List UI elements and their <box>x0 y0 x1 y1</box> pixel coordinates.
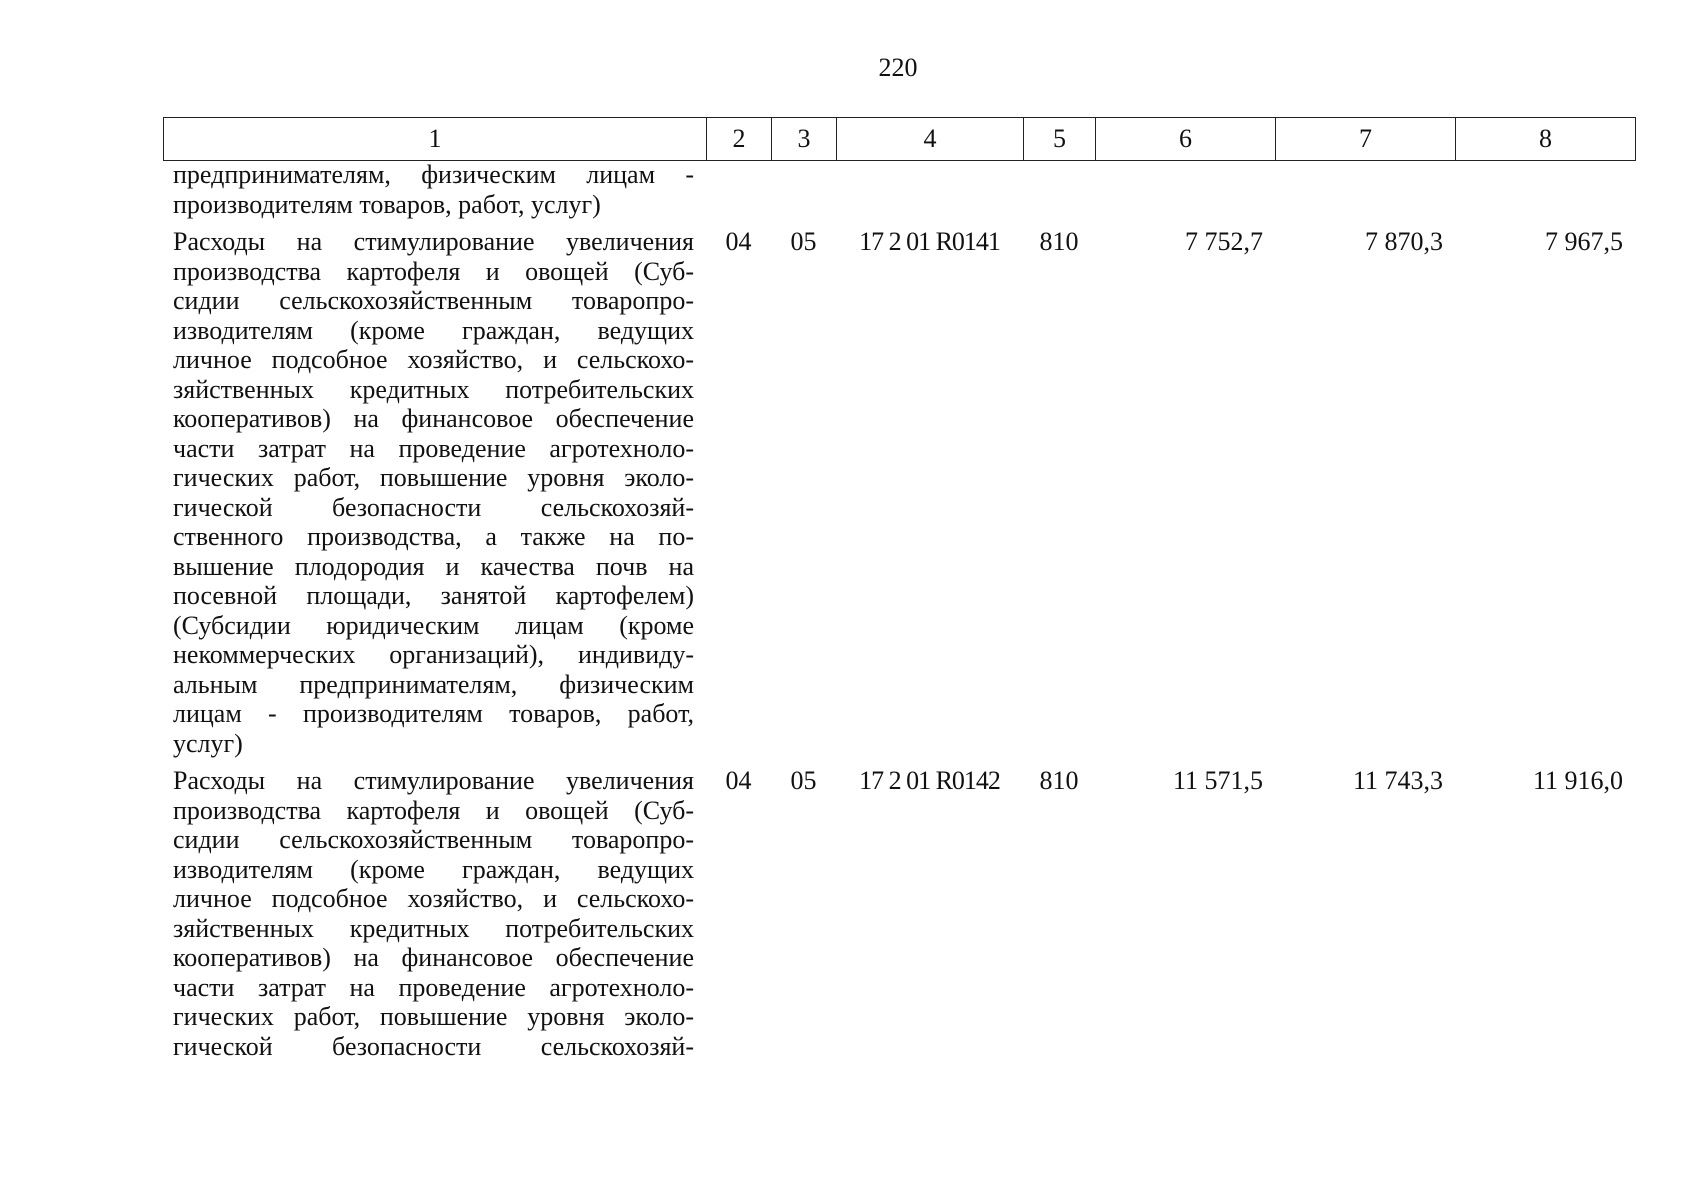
row-description <box>163 227 706 758</box>
column-header-table <box>163 117 1636 161</box>
description-line: гической безопасности сельскохозяй- <box>173 1031 694 1061</box>
description-line: (Субсидии юридическим лицам (кроме <box>173 610 694 640</box>
cell-amount-year-3: 11 916,0 <box>1532 766 1623 795</box>
description-line: производителям товаров, работ, услуг) <box>173 189 601 219</box>
description-line: производства картофеля и овощей (Суб- <box>173 795 694 825</box>
description-line: гических работ, повышение уровня эколо- <box>173 463 694 492</box>
description-line: кооперативов) на финансовое обеспечение <box>173 404 694 433</box>
description-line: Расходы на стимулирование увеличения <box>173 227 694 256</box>
column-header-row <box>164 118 1636 161</box>
description-line: услуг) <box>173 728 243 758</box>
table-row <box>163 227 1635 758</box>
cell-subsection: 05 <box>790 227 817 256</box>
table-row <box>163 766 1635 1061</box>
row-description <box>163 160 706 219</box>
cell-amount-year-2: 11 743,3 <box>1352 766 1443 795</box>
description-line: зяйственных кредитных потребительских <box>173 913 694 943</box>
description-line: производства картофеля и овощей (Суб- <box>173 256 694 286</box>
column-header-1: 1 <box>164 118 707 161</box>
description-line: зяйственных кредитных потребительских <box>173 374 694 404</box>
column-header-5: 5 <box>1024 118 1096 161</box>
description-line: личное подсобное хозяйство, и сельскохо- <box>173 345 694 374</box>
column-header-7: 7 <box>1276 118 1456 161</box>
cell-target-article: 17 2 01 R0141 <box>859 227 1000 256</box>
description-line: вышение плодородия и качества почв на <box>173 551 694 581</box>
description-line: сидии сельскохозяйственным товаропро- <box>173 825 694 854</box>
description-line: части затрат на проведение агротехноло- <box>173 433 694 463</box>
cell-amount-year-2: 7 870,3 <box>1365 227 1443 256</box>
column-header-8: 8 <box>1456 118 1636 161</box>
column-header-6: 6 <box>1096 118 1276 161</box>
cell-subsection: 05 <box>790 766 817 795</box>
description-line: посевной площади, занятой картофелем) <box>173 581 694 610</box>
description-line: ственного производства, а также на по- <box>173 522 694 551</box>
description-line: изводителям (кроме граждан, ведущих <box>173 854 694 884</box>
description-line: Расходы на стимулирование увеличения <box>173 766 694 795</box>
column-header-3: 3 <box>772 118 837 161</box>
cell-amount-year-3: 7 967,5 <box>1545 227 1623 256</box>
cell-expense-type: 810 <box>1039 766 1079 795</box>
cell-expense-type: 810 <box>1039 227 1079 256</box>
cell-amount-year-1: 11 571,5 <box>1172 766 1263 795</box>
description-line: личное подсобное хозяйство, и сельскохо- <box>173 884 694 913</box>
table-row <box>163 160 1635 219</box>
description-line: альным предпринимателям, физическим <box>173 669 694 699</box>
description-line: гической безопасности сельскохозяй- <box>173 492 694 522</box>
table-body <box>163 160 1635 1061</box>
column-header-4: 4 <box>837 118 1024 161</box>
description-line: части затрат на проведение агротехноло- <box>173 972 694 1002</box>
description-line: кооперативов) на финансовое обеспечение <box>173 943 694 972</box>
cell-target-article: 17 2 01 R0142 <box>859 766 1000 795</box>
description-line: изводителям (кроме граждан, ведущих <box>173 315 694 345</box>
page-number: 220 <box>878 53 918 82</box>
description-line: сидии сельскохозяйственным товаропро- <box>173 286 694 315</box>
cell-section: 04 <box>725 766 752 795</box>
cell-amount-year-1: 7 752,7 <box>1185 227 1263 256</box>
column-header-2: 2 <box>707 118 772 161</box>
description-line: предпринимателям, физическим лицам - <box>173 160 694 189</box>
description-line: гических работ, повышение уровня эколо- <box>173 1002 694 1031</box>
row-description <box>163 766 706 1061</box>
description-line: некоммерческих организаций), индивиду- <box>173 640 694 669</box>
cell-section: 04 <box>725 227 752 256</box>
description-line: лицам - производителям товаров, работ, <box>173 699 694 728</box>
